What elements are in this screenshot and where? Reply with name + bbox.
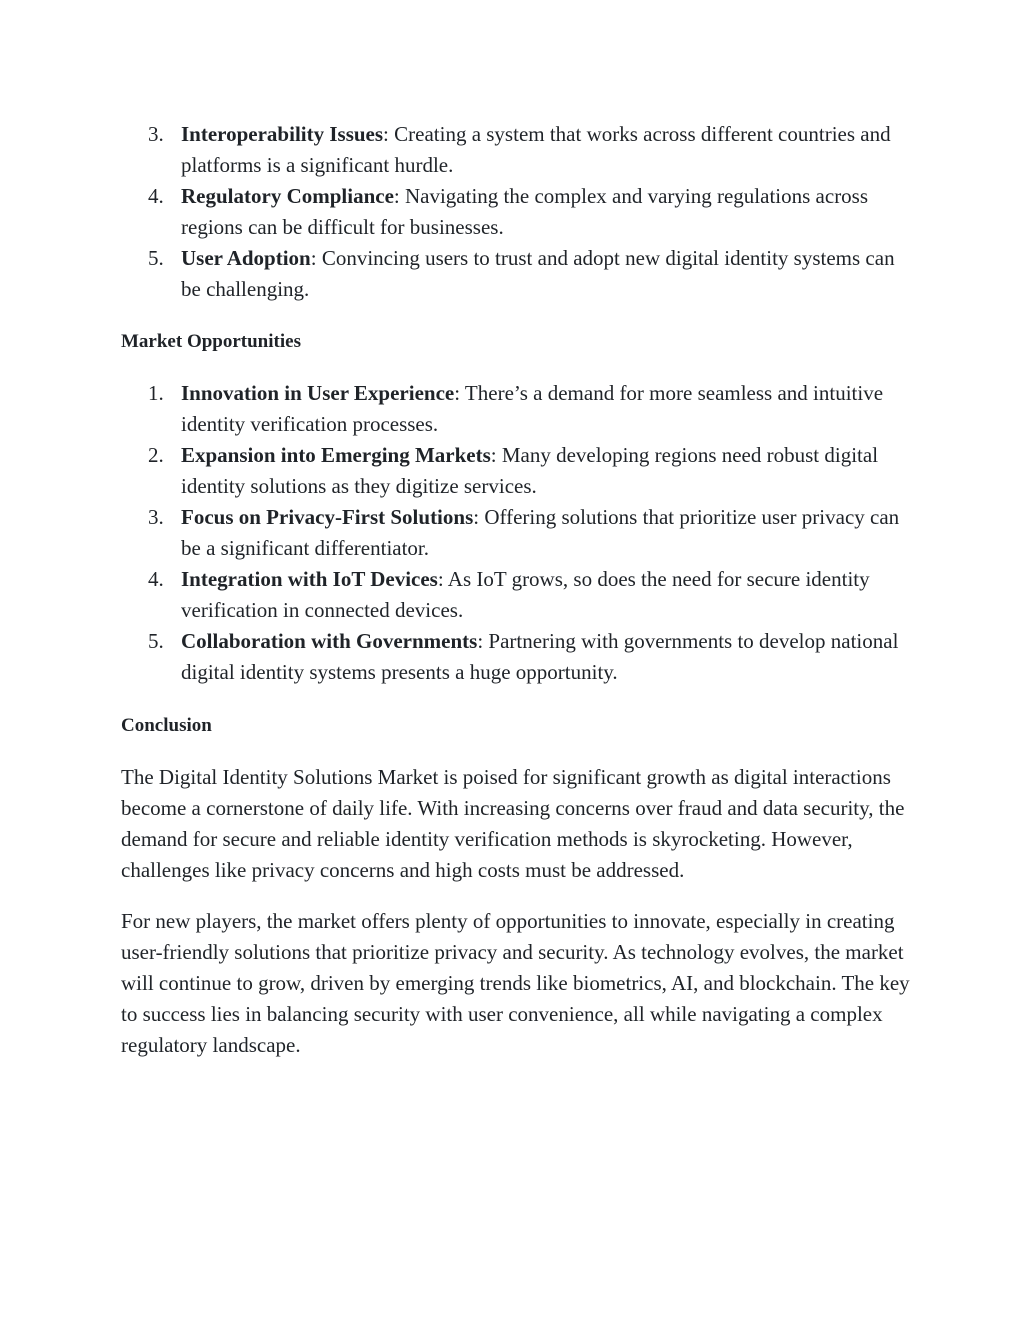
list-item-title: Innovation in User Experience <box>181 381 455 405</box>
section-heading-conclusion: Conclusion <box>121 715 212 736</box>
list-item-number: 5. <box>148 629 164 653</box>
section-heading-market-opportunities: Market Opportunities <box>121 331 301 352</box>
list-item-text: : As IoT grows, so does the need for secure identity verification in connected devices. <box>181 567 870 622</box>
list-item-title: Collaboration with Governments <box>181 629 478 653</box>
list-item-title: Regulatory Compliance <box>181 184 394 208</box>
list-item-title: User Adoption <box>181 246 311 270</box>
list-item-text: : Navigating the complex and varying regulations across regions can be difficult for businesses. <box>181 184 869 239</box>
conclusion-paragraph-1: The Digital Identity Solutions Market is poised for significant growth as digital interactions become a cornerstone of daily life. With increasing concerns over fraud and data security, the demand for secure and reliable identity verification methods is skyrocketing. However, challenges like privacy concerns and high costs must be addressed. <box>121 765 905 882</box>
list-item-number: 3. <box>148 505 164 529</box>
list-item-title: Focus on Privacy-First Solutions <box>181 505 474 529</box>
list-item <box>121 564 914 626</box>
list-item-number: 4. <box>148 567 164 591</box>
list-item-title: Expansion into Emerging Markets <box>181 443 491 467</box>
list-item <box>121 440 914 502</box>
opportunities-list <box>121 378 914 688</box>
list-item-text: : Offering solutions that prioritize user privacy can be a significant differentiator. <box>181 505 900 560</box>
list-item-number: 1. <box>148 381 164 405</box>
list-item-title: Interoperability Issues <box>181 122 384 146</box>
list-item-text: : Convincing users to trust and adopt new digital identity systems can be challenging. <box>181 246 895 301</box>
list-item-text: : There’s a demand for more seamless and intuitive identity verification processes. <box>181 381 884 436</box>
list-item-text: : Many developing regions need robust digital identity solutions as they digitize services. <box>181 443 879 498</box>
list-item <box>121 243 914 305</box>
list-item <box>121 119 914 181</box>
list-item-number: 2. <box>148 443 164 467</box>
list-item <box>121 502 914 564</box>
list-item <box>121 626 914 688</box>
list-item-number: 3. <box>148 122 164 146</box>
list-item-number: 4. <box>148 184 164 208</box>
list-item-title: Integration with IoT Devices <box>181 567 438 591</box>
list-item-number: 5. <box>148 246 164 270</box>
list-item <box>121 181 914 243</box>
conclusion-paragraph-2: For new players, the market offers plenty of opportunities to innovate, especially in creating user-friendly solutions that prioritize privacy and security. As technology evolves, the market will continue to grow, driven by emerging trends like biometrics, AI, and blockchain. The key to success lies in balancing security with user convenience, all while navigating a complex regulatory landscape. <box>121 909 910 1057</box>
list-item-text: : Partnering with governments to develop national digital identity systems presents a huge opportunity. <box>181 629 899 684</box>
challenges-list <box>121 119 914 305</box>
list-item <box>121 378 914 440</box>
list-item-text: : Creating a system that works across different countries and platforms is a significant hurdle. <box>181 122 891 177</box>
